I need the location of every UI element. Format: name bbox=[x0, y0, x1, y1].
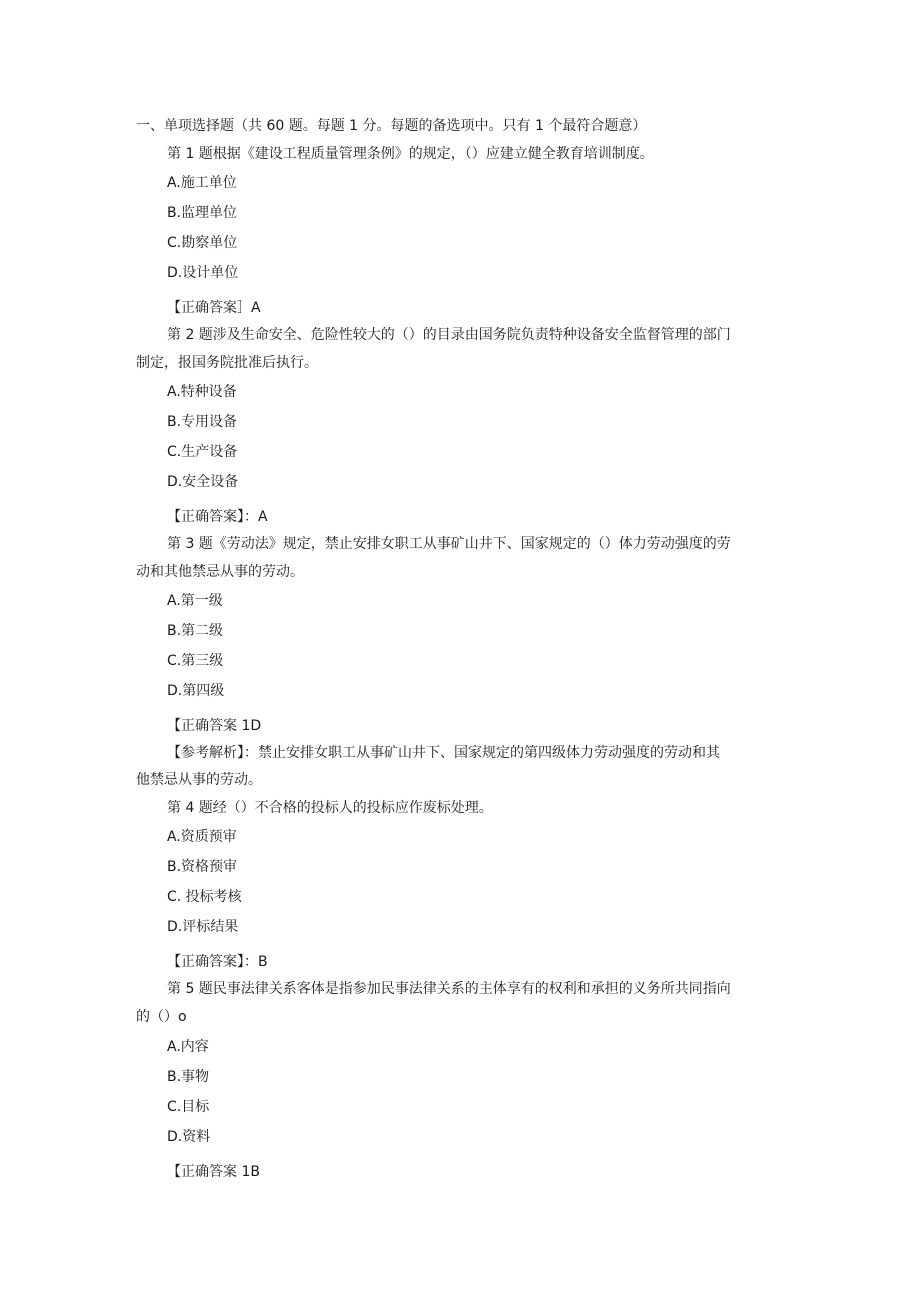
question-1-stem-line-1: 第 1 题根据《建设工程质量管理条例》的规定，（）应建立健全教育培训制度。 bbox=[167, 146, 654, 162]
question-3-stem-line-2: 动和其他禁忌从事的劳动。 bbox=[136, 564, 304, 580]
question-2-answer: 【正确答案】：A bbox=[167, 509, 268, 525]
question-3-analysis-line-1: 【参考解析】：禁止安排女职工从事矿山井下、国家规定的第四级体力劳动强度的劳动和其 bbox=[167, 745, 720, 761]
question-3-option-d: D.第四级 bbox=[167, 683, 225, 699]
question-5-answer: 【正确答案 1B bbox=[167, 1164, 260, 1180]
question-4-stem-line-1: 第 4 题经（）不合格的投标人的投标应作废标处理。 bbox=[167, 800, 493, 816]
question-2-option-b: B.专用设备 bbox=[167, 414, 238, 430]
question-4-option-b: B.资格预审 bbox=[167, 859, 238, 875]
question-5-option-a: A.内容 bbox=[167, 1039, 209, 1055]
question-1-answer: 【正确答案］A bbox=[167, 300, 261, 316]
question-3-option-b: B.第二级 bbox=[167, 623, 224, 639]
question-4-option-d: D.评标结果 bbox=[167, 919, 239, 935]
question-5-option-c: C.目标 bbox=[167, 1099, 210, 1115]
question-1-option-b: B.监理单位 bbox=[167, 205, 238, 221]
question-4-option-c: C. 投标考核 bbox=[167, 889, 242, 905]
question-2-stem-line-2: 制定，报国务院批准后执行。 bbox=[136, 355, 318, 371]
question-1-option-d: D.设计单位 bbox=[167, 265, 239, 281]
question-5-stem-line-2: 的（）o bbox=[136, 1009, 187, 1025]
question-1-option-c: C.勘察单位 bbox=[167, 235, 238, 251]
question-3-option-c: C.第三级 bbox=[167, 653, 224, 669]
question-4-option-a: A.资质预审 bbox=[167, 829, 237, 845]
question-5-option-d: D.资料 bbox=[167, 1129, 211, 1145]
question-4-answer: 【正确答案】：B bbox=[167, 954, 268, 970]
question-3-answer: 【正确答案 1D bbox=[167, 718, 262, 734]
question-2-option-d: D.安全设备 bbox=[167, 474, 239, 490]
question-3-stem-line-1: 第 3 题《劳动法》规定，禁止安排女职工从事矿山井下、国家规定的（）体力劳动强度的劳 bbox=[167, 536, 731, 552]
question-5-option-b: B.事物 bbox=[167, 1069, 210, 1085]
question-3-option-a: A.第一级 bbox=[167, 593, 223, 609]
question-2-option-c: C.生产设备 bbox=[167, 444, 238, 460]
section-heading: 一、单项选择题（共 60 题。每题 1 分。每题的备选项中。只有 1 个最符合题意） bbox=[136, 118, 647, 134]
question-2-stem-line-1: 第 2 题涉及生命安全、危险性较大的（）的目录由国务院负责特种设备安全监督管理的部门 bbox=[167, 327, 731, 343]
question-2-option-a: A.特种设备 bbox=[167, 384, 237, 400]
question-1-option-a: A.施工单位 bbox=[167, 175, 237, 191]
question-3-analysis-line-2: 他禁忌从事的劳动。 bbox=[136, 772, 262, 788]
question-5-stem-line-1: 第 5 题民事法律关系客体是指参加民事法律关系的主体享有的权利和承担的义务所共同指向 bbox=[167, 981, 731, 997]
